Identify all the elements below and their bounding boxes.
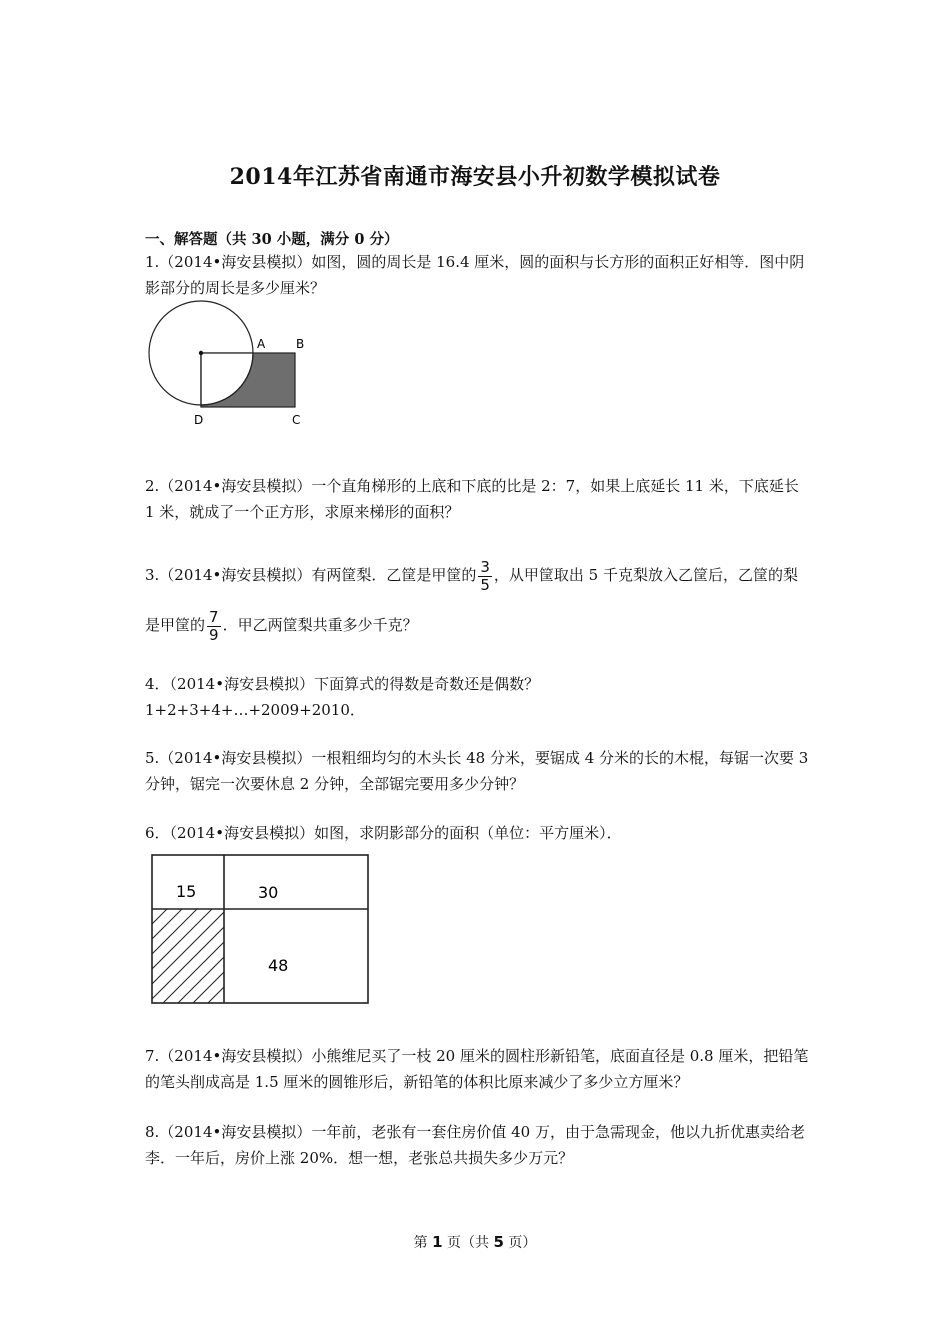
label-a: A <box>257 337 266 351</box>
current-page-number: 1 <box>432 1233 443 1251</box>
question-4 <box>145 671 810 723</box>
question-3 <box>145 550 810 650</box>
total-page-count: 5 <box>493 1233 504 1251</box>
fraction-7-9: $\frac{7}{9}$ <box>209 607 219 644</box>
figure-divided-rectangle <box>148 852 373 1007</box>
label-d: D <box>194 413 204 427</box>
fraction-3-5: $\frac{3}{5}$ <box>480 557 490 594</box>
question-6: 6．（2014•海安县模拟）如图，求阴影部分的面积（单位：平方厘米）． <box>145 824 622 842</box>
label-c: C <box>292 413 301 427</box>
question-3-part-3: ．甲乙两筐梨共重多少千克？ <box>222 616 418 634</box>
document-title: 2014年江苏省南通市海安县小升初数学模拟试卷 <box>229 164 721 190</box>
label-15: 15 <box>176 882 197 901</box>
page-footer: 第 1 页（共 5 页） <box>413 1233 537 1251</box>
question-4-line-1: 4．（2014•海安县模拟）下面算式的得数是奇数还是偶数？ <box>145 675 540 693</box>
question-3-part-1: 3.（2014•海安县模拟）有两筐梨．乙筐是甲筐的 <box>145 566 477 584</box>
label-b: B <box>296 337 305 351</box>
question-8: 8.（2014•海安县模拟）一年前，老张有一套住房价值 40 万，由于急需现金，他以九折优惠卖给老李．一年后，房价上涨 20%．想一想，老张总共损失多少万元？ <box>145 1123 805 1167</box>
label-30: 30 <box>258 883 279 902</box>
question-5: 5.（2014•海安县模拟）一根粗细均匀的木头长 48 分米，要锯成 4 分米的长的木棍，每锯一次要 3 分钟，锯完一次要休息 2 分钟，全部锯完要用多少分钟？ <box>145 749 809 793</box>
question-2: 2.（2014•海安县模拟）一个直角梯形的上底和下底的比是 2：7，如果上底延长 11 米，下底延长 1 米，就成了一个正方形，求原来梯形的面积？ <box>145 477 799 521</box>
question-1: 1.（2014•海安县模拟）如图，圆的周长是 16.4 厘米，圆的面积与长方形的面积正好相等．图中阴影部分的周长是多少厘米？ <box>145 253 805 297</box>
label-48: 48 <box>268 956 289 975</box>
question-7: 7.（2014•海安县模拟）小熊维尼买了一枝 20 厘米的圆柱形新铅笔，底面直径是 0.8 厘米，把铅笔的笔头削成高是 1.5 厘米的圆锥形后，新铅笔的体积比原来减少了多少立方厘米？ <box>145 1047 809 1091</box>
section-heading: 一、解答题（共 30 小题，满分 0 分） <box>145 231 399 248</box>
question-3-part-2: ，从甲筐取出 5 千克梨放入乙筐后，乙筐的梨是甲筐的 <box>145 566 798 634</box>
figure-circle-rectangle <box>140 296 315 431</box>
question-4-line-2: 1+2+3+4+…+2009+2010． <box>145 701 365 719</box>
